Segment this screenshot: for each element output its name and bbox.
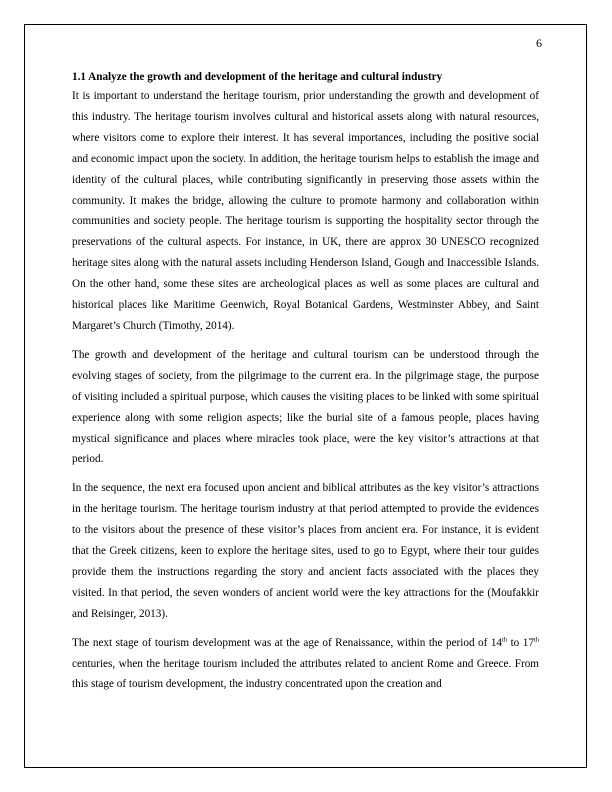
paragraph-4 [72,633,539,696]
paragraph-4-part2: to 17 [507,636,534,649]
document-body [72,70,539,703]
section-heading: 1.1 Analyze the growth and development of the heritage and cultural industry [72,71,443,83]
paragraph-3: In the sequence, the next era focused upon ancient and biblical attributes as the key visitor’s attractions in the heritage tourism. The heritage tourism industry at that period attempted to provide the evidences to the visitors about the presence of these visitor’s places from ancient era. For instance, it is evident that the Greek citizens, keen to explore the heritage sites, used to go to Egypt, where their tour guides provide them the instructions regarding the story and ancient facts associated with the places they visited. In that period, the seven wonders of ancient world were the key attractions for the (Moufakkir and Reisinger, 2013). [72,482,539,620]
paragraph-4-part1: The next stage of tourism development was at the age of Renaissance, within the period of 14 [72,636,503,649]
paragraph-2: The growth and development of the heritage and cultural tourism can be understood through the evolving stages of society, from the pilgrimage to the current era. In the pilgrimage stage, the purpose of visiting included a spiritual purpose, which causes the visiting places to be linked with some spiritual experience along with some religion aspects; like the burial site of a famous people, places having mystical significance and places where miracles took place, were the key visitor’s attractions at that period. [72,348,539,466]
paragraph-4-part3: centuries, when the heritage tourism included the attributes related to ancient Rome and Greece. From this stage of tourism development, the industry concentrated upon the creation and [72,657,539,691]
ordinal-suffix-1: th [502,635,508,643]
paragraph-1: It is important to understand the heritage tourism, prior understanding the growth and development of this industry. The heritage tourism involves cultural and historical assets along with natural resources, where visitors come to explore their interest. It has several importances, including the positive social and economic impact upon the society. In addition, the heritage tourism helps to establish the image and identity of the cultural places, while contributing significantly in preserving those assets within the community. It makes the bridge, allowing the culture to promote harmony and collaboration within communities and society people. The heritage tourism is supporting the hospitality sector through the preservations of the cultural aspects. For instance, in UK, there are approx 30 UNESCO recognized heritage sites along with the natural assets including Henderson Island, Gough and Inaccessible Islands. On the other hand, some these sites are archeological places as well as some places are cultural and historical places like Maritime Geenwich, Royal Botanical Gardens, Westminster Abbey, and Saint Margaret’s Church (Timothy, 2014). [72,90,539,332]
ordinal-suffix-2: th [533,635,540,643]
page-number: 6 [536,36,542,50]
